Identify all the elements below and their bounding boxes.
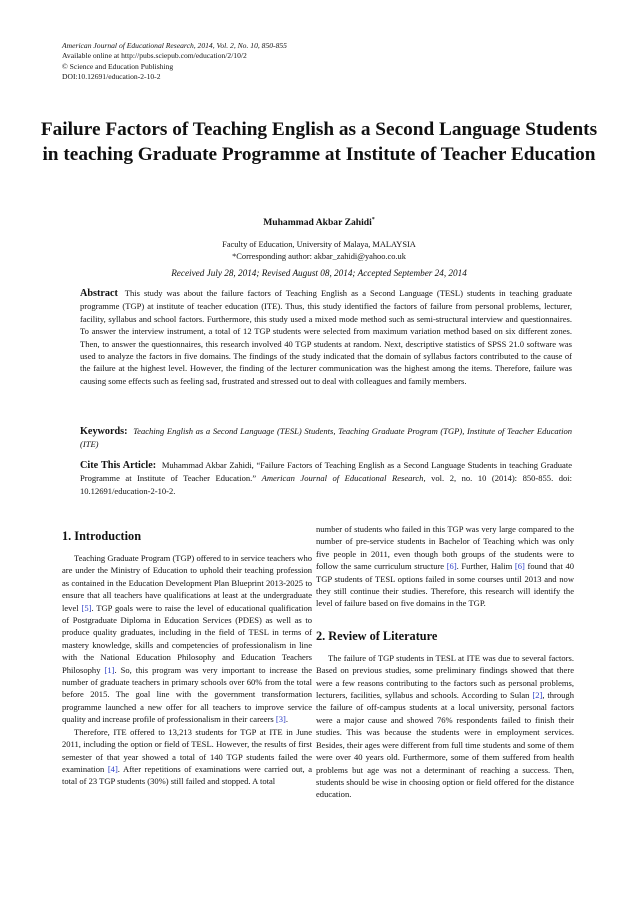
citation-link[interactable]: [5] (81, 602, 92, 613)
text-run: . So, this program was very important to increase the number of graduate teachers in primary schools over 60% from the total before 2015. The goal line with the government transformation programme launched a new offer for all teachers to improve service quality and increase profile of professionalism in their careers (62, 664, 312, 725)
section-heading-introduction: 1. Introduction (62, 529, 142, 543)
citation-link[interactable]: [6] (446, 561, 457, 572)
section-heading-review: 2. Review of Literature (316, 628, 438, 643)
journal-citation: American Journal of Educational Research, 2014, Vol. 2, No. 10, 850-855 (62, 41, 287, 50)
paper-title: Failure Factors of Teaching English as a Second Language Students in teaching Graduate Programme at Institute of Teacher Education (40, 119, 598, 165)
text-run: The failure of TGP students in TESL at ITE was due to several factors. Based on previous studies, some preliminary findings showed that there were a few reasons contributing to the factors such as personal problems, lecturers, facilities, syllabus and schools. According to Sulan (316, 652, 574, 701)
review-paragraph-1 (316, 652, 574, 801)
intro-paragraph-3 (316, 523, 574, 610)
keywords-label: Keywords: (80, 426, 128, 437)
intro-paragraph-2 (62, 726, 312, 788)
cite-this-article (80, 459, 572, 497)
author-mark: * (371, 217, 375, 223)
keywords-text: Teaching English as a Second Language (TESL) Students, Teaching Graduate Program (TGP), Institute of Teacher Education (ITE) (80, 426, 572, 450)
journal-header (62, 41, 482, 83)
author-name (0, 217, 638, 228)
right-column (316, 523, 574, 801)
text-run: . TGP goals were to raise the level of educational qualification of Postgraduate Diploma in Education Services (PDES) as well as to produce quality graduates, including in the field of TESL in terms of mastery knowledge, skills and competencies of professionalism in line with the National Education Philosophy and Education Teachers Philosophy (62, 602, 312, 675)
text-run: , through the failure of off-campus students at a local university, personal factors were a major cause and showed 76% respondents failed to finish their studies. This was because the students were in employment services. Besides, their ages were different from full time students and some of them were over 40 years old. Furthermore, some of them suffered from health problems but age was not a determinant of reaching a success. Then, students should be wise in choosing option or field offered for the distance education. (316, 690, 574, 800)
text-run: . (285, 714, 288, 725)
citation-link[interactable]: [2] (532, 690, 543, 701)
abstract (80, 287, 572, 387)
journal-url[interactable]: Available online at http://pubs.sciepub.com/education/2/10/2 (62, 51, 247, 61)
cite-label: Cite This Article: (80, 460, 157, 471)
keywords (80, 425, 572, 451)
citation-link[interactable]: [6] (514, 561, 525, 572)
citation-link[interactable]: [1] (104, 664, 115, 675)
left-column (62, 528, 312, 788)
text-run: . Further, Halim (456, 561, 515, 572)
cite-details: , vol. 2, no. 10 (2014): 850-855. doi: 10.12691/education-2-10-2. (80, 473, 573, 496)
cite-text: Muhammad Akbar Zahidi, “Failure Factors of Teaching English as a Second Language Students in teaching Graduate Programme at Institute of Teacher Education.” (80, 460, 573, 484)
text-run: number of students who failed in this TGP was very large compared to the number of pre-service students in Bachelor of Teaching which was only five people in 2011, even though both groups of the students were to follow the same curriculum structure (316, 524, 574, 572)
journal-copyright: © Science and Education Publishing (62, 61, 174, 71)
abstract-text: This study was about the failure factors of Teaching English as a Second Language (TESL) students in teaching graduate programme (TGP) at institute of teacher education (ITE). Thus, this study identified the factors of failure from personal problems, lecturer, facility, syllabus and school factors. Furthermore, this study used a mixed mode method such as semi-structural interview and questionnaires. To answer the interview instrument, a total of 12 TGP students were selected from maximum variation method based on six different zones. Then, to answer the questionnaires, this research involved 40 TGP students at random. Next, descriptive statistics of SPSS 21.0 software was used to analyze the factors in five domains. The findings of the study indicated that the domain of syllabus factors contributed to the cause of the failure at the highest level. However, the finding of the lecturer communication was the highest among the items. Therefore, failure was causing some effects such as feeling sad, frustrated and stressed out to deal with colleagues and family members. (80, 288, 573, 386)
journal-doi: DOI:10.12691/education-2-10-2 (62, 72, 161, 82)
intro-paragraph-1 (62, 552, 312, 726)
corresponding-author[interactable]: *Corresponding author: akbar_zahidi@yahoo.co.uk (232, 252, 406, 261)
text-run: Teaching Graduate Program (TGP) offered to in service teachers who are under the Ministry of Education to uphold their teaching profession as contained in the Education Development Plan Blueprint 2013-2025 to ensure that all teachers have qualifications at least at the undergraduate level (62, 553, 312, 613)
abstract-label: Abstract (80, 288, 118, 299)
author-name-text: Muhammad Akbar Zahidi (263, 217, 372, 229)
submission-dates: Received July 28, 2014; Revised August 08, 2014; Accepted September 24, 2014 (171, 268, 467, 278)
citation-link[interactable]: [4] (107, 763, 118, 774)
cite-journal: American Journal of Educational Research (261, 473, 424, 484)
citation-link[interactable]: [3] (275, 714, 286, 725)
text-run: Therefore, ITE offered to 13,213 students for TGP at ITE in June 2011, including the option or field of TESL. However, the results of first semester of that year showed a total of 140 TGP students failed the examination (62, 726, 312, 774)
text-run: found that 40 TGP students of TESL options failed in some courses until 2013 and now they still continue their studies. Therefore, this research will identify the level of failure based on five domains in the TGP. (316, 561, 574, 609)
affiliation: Faculty of Education, University of Malaya, MALAYSIA (222, 240, 416, 249)
text-run: . After repetitions of examinations were carried out, a total of 23 TGP students (30%) still failed and stopped. A total (62, 763, 312, 787)
